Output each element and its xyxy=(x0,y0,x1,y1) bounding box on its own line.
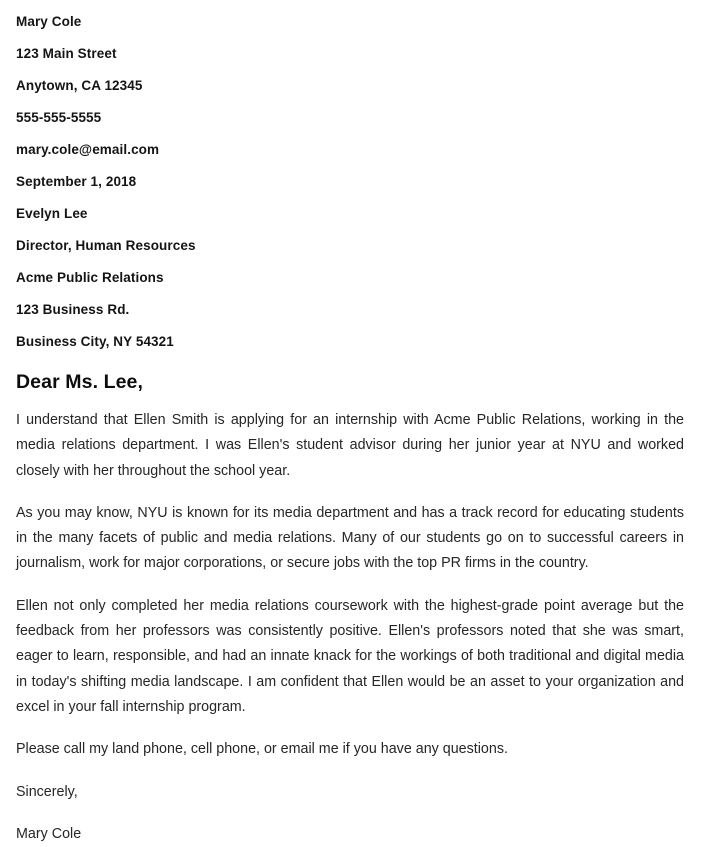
sender-address-block xyxy=(16,6,684,198)
recipient-title: Director, Human Resources xyxy=(16,238,196,253)
sender-phone: 555-555-5555 xyxy=(16,110,102,125)
body-paragraph-1: I understand that Ellen Smith is applying for an internship with Acme Public Relations, working in the media relations department. I was Ellen's student advisor during her junior year at NYU and worked closely with her throughout the school year. xyxy=(16,412,684,479)
sender-email: mary.cole@email.com xyxy=(16,142,160,157)
body-paragraph-2: As you may know, NYU is known for its media department and has a track record for educating students in the many facets of public and media relations. Many of our students go on to successful careers in journalism, work for major corporations, or secure jobs with the top PR firms in the country. xyxy=(16,504,684,572)
signature-name: Mary Cole xyxy=(16,825,82,842)
recipient-name: Evelyn Lee xyxy=(16,206,88,221)
salutation: Dear Ms. Lee, xyxy=(16,371,144,393)
sender-name: Mary Cole xyxy=(16,14,82,29)
recipient-city-state-zip: Business City, NY 54321 xyxy=(16,334,174,349)
recipient-company: Acme Public Relations xyxy=(16,270,164,285)
closing: Sincerely, xyxy=(16,783,78,800)
body-paragraph-3: Ellen not only completed her media relations coursework with the highest-grade point average but the feedback from her professors was consistently positive. Ellen's professors noted that she was smart, eager to learn, responsible, and had an innate knack for the workings of both traditional and digital media in today's shifting media landscape. I am confident that Ellen would be an asset to your organization and excel in your fall internship program. xyxy=(16,597,684,715)
recipient-street: 123 Business Rd. xyxy=(16,302,130,317)
recipient-address-block xyxy=(16,198,684,358)
body-paragraph-4: Please call my land phone, cell phone, or email me if you have any questions. xyxy=(16,741,508,758)
sender-city-state-zip: Anytown, CA 12345 xyxy=(16,78,143,93)
letter-date: September 1, 2018 xyxy=(16,174,137,189)
sender-street: 123 Main Street xyxy=(16,46,117,61)
